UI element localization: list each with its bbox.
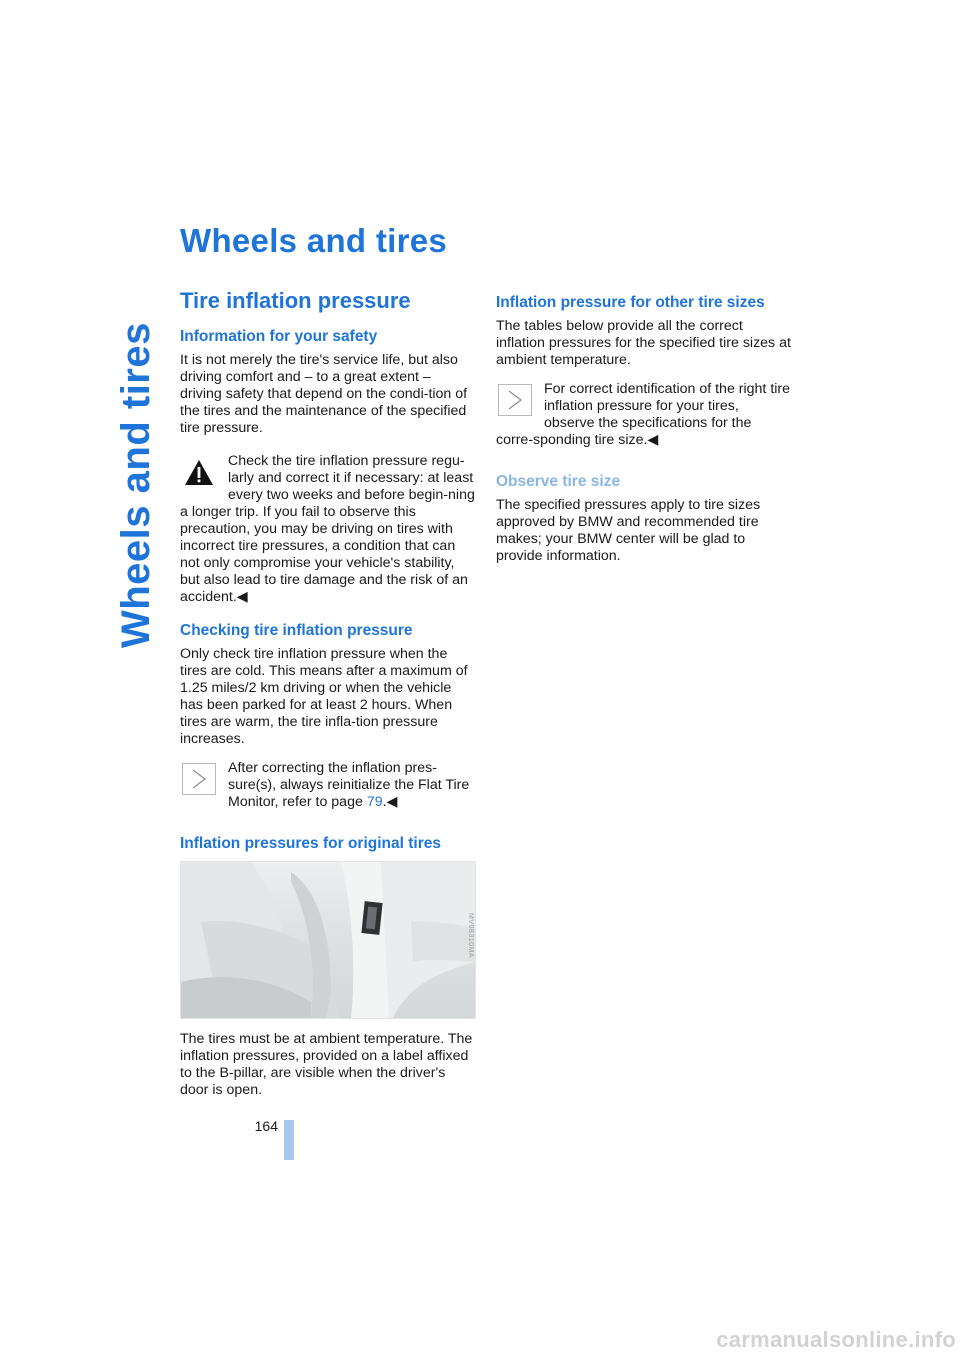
warning-triangle-icon <box>180 454 218 490</box>
page-title: Wheels and tires <box>180 222 448 259</box>
checking-paragraph: Only check tire inflation pressure when the tires are cold. This means after a maximum of 1.25 miles/2 km driving or when the vehicle has been parked for at least 2 hours. When tires are warm, the tire infla-tion pressure increases. <box>180 646 468 747</box>
observe-size-heading: Observe tire size <box>496 473 621 490</box>
left-column <box>180 288 476 1099</box>
section-title: Tire inflation pressure <box>180 288 411 313</box>
right-column <box>496 294 792 565</box>
warning-text: Check the tire inflation pressure regu-larly and correct it if necessary: at least every two weeks and before begin-ning a longer trip. If you fail to observe this precaution, you may be driving on tires with incorrect tire pressures, a condition that can not only compromise your vehicle's stability, but also lead to tire damage and the risk of an accident.◀ <box>180 453 475 605</box>
b-pillar-photo <box>180 861 476 1019</box>
checking-note <box>180 760 476 811</box>
observe-size-paragraph: The specified pressures apply to tire sizes approved by BMW and recommended tire makes; your BMW center will be glad to provide information. <box>496 497 761 564</box>
page-number-bar <box>284 1120 294 1160</box>
checking-note-body: After correcting the inflation pres-sure(s), always reinitialize the Flat Tire Monitor, refer to page <box>228 760 470 810</box>
safety-heading: Information for your safety <box>180 328 378 345</box>
page-reference-link[interactable]: 79 <box>366 794 383 810</box>
checking-note-text <box>180 760 476 811</box>
page-number: 164 <box>254 1118 278 1134</box>
other-sizes-paragraph: The tables below provide all the correct inflation pressures for the specified tire sizes at ambient temperature. <box>496 318 791 368</box>
watermark: carmanualsonline.info <box>716 1327 956 1352</box>
photo-code: MV08310MA <box>467 913 474 958</box>
other-sizes-heading: Inflation pressure for other tire sizes <box>496 294 765 311</box>
note-end-mark: .◀ <box>382 794 398 810</box>
other-sizes-note-text: For correct identification of the right tire inflation pressure for your tires, observe the specifications for the corre-sponding tire size.◀ <box>496 381 791 448</box>
note-arrow-icon <box>496 382 534 418</box>
safety-paragraph: It is not merely the tire's service life, but also driving comfort and – to a great extent – driving safety that depend on the condi-tion of the tires and the maintenance of the specified tire pressure. <box>180 352 468 436</box>
original-tires-paragraph: The tires must be at ambient temperature. The inflation pressures, provided on a label affixed to the B-pillar, are visible when the driver's door is open. <box>180 1031 473 1098</box>
other-sizes-note <box>496 381 792 449</box>
note-arrow-icon <box>180 761 218 797</box>
safety-warning <box>180 453 476 606</box>
checking-heading: Checking tire inflation pressure <box>180 622 413 639</box>
side-chapter-tab <box>112 230 156 650</box>
side-chapter-label: Wheels and tires <box>114 322 158 648</box>
original-tires-heading: Inflation pressures for original tires <box>180 835 441 852</box>
